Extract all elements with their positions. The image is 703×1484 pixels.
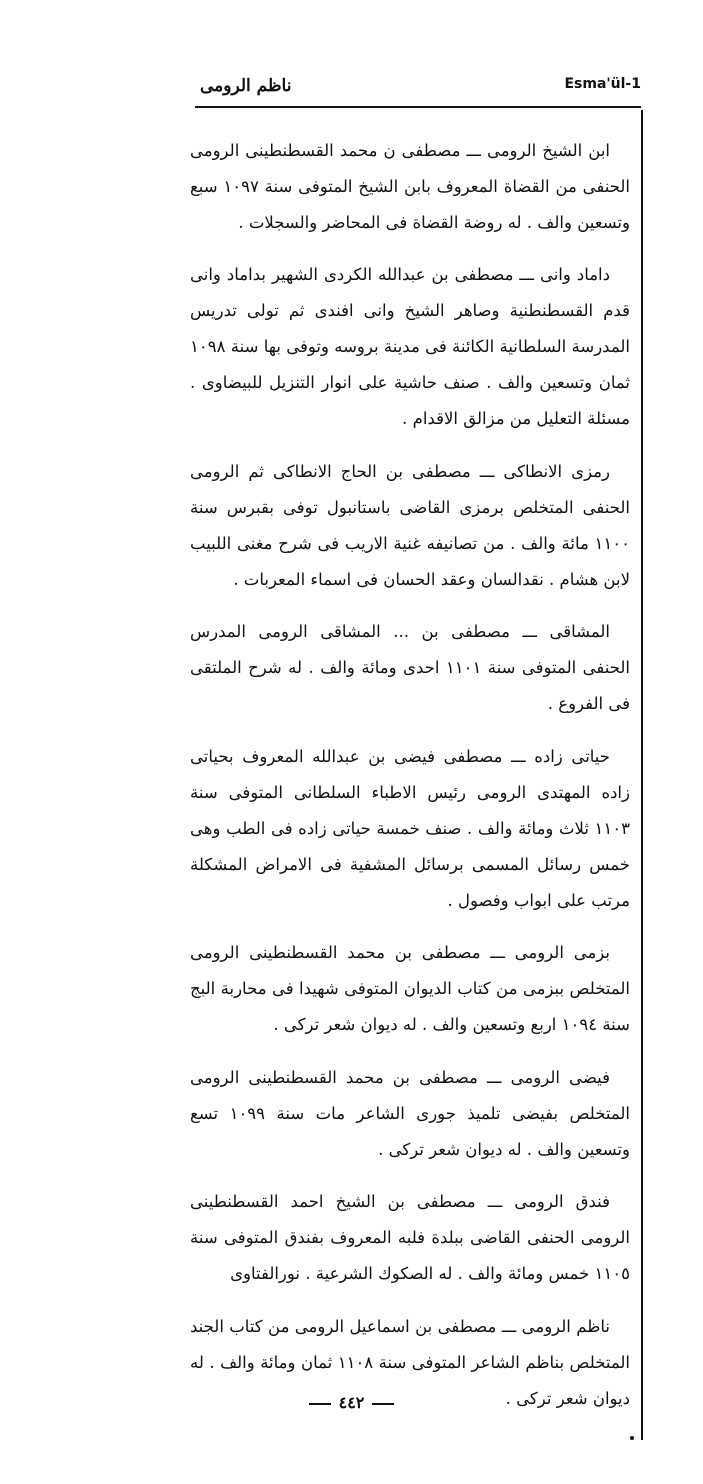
- entry-faydi: فیضی الرومی ـــ مصطفی بن محمد القسطنطینی الرومی المتخلص بفیضی تلميذ جوری الشاعر مات سنة ١٠٩٩ تسع وتسعين والف . له ديوان شعر تركی .: [190, 1067, 630, 1159]
- entry-funduq: فندق الرومی ـــ مصطفی بن الشيخ احمد القسطنطینی الرومی الحنفی القاضی ببلدة فلبه المعروف بفندق المتوفی سنة ١١٠٥ خمس ومائة والف . له الصكوك الشرعية . نورالفتاوی: [190, 1192, 630, 1283]
- dash-left: [372, 1403, 394, 1405]
- header-rule: [195, 106, 641, 108]
- entry-ramzi-antaki: رمزی الانطاكی ـــ مصطفی بن الحاج الانطاكی ثم الرومی الحنفی المتخلص برمزی القاضی باستانبول توفی بقبرس سنة ١١٠٠ مائة والف . من تصانيفه غنية الاريب فی شرح مغنی اللبيب لابن هشام . نقدالسان وعقد الحسان فی اسماء المعربات .: [190, 461, 630, 589]
- page-number: [0, 1393, 703, 1412]
- page-number-text: ٤٤٢: [338, 1393, 365, 1412]
- entry-mushaqi: المشاقی ـــ مصطفی بن ... المشاقی الرومی المدرس الحنفی المتوفی سنة ١١٠١ احدی ومائة والف . له شرح الملتقی فی الفروع .: [190, 622, 630, 713]
- entry-ibn-al-shaykh: ابن الشيخ الرومی ـــ مصطفی ن محمد القسطنطینی الرومی الحنفی من القضاة المعروف بابن الشيخ المتوفی سنة ١٠٩٧ سبع وتسعين والف . له روضة القضاة فی المحاضر والسجلات .: [190, 140, 630, 232]
- entry-bazmi: بزمی الرومی ـــ مصطفی بن محمد القسطنطینی الرومی المتخلص ببزمی من كتاب الديوان المتوفی شهيدا فی محاربة البج سنة ١٠٩٤ اربع وتسعين والف . له ديوان شعر تركی .: [190, 943, 630, 1034]
- corner-mark: [630, 1436, 634, 1440]
- catalog-label: Esma'ül-1: [564, 76, 641, 92]
- entry-hayati-zade: حیاتی زاده ـــ مصطفی فیضی بن عبدالله المعروف بحیاتی زاده المهتدی الرومی رئیس الاطباء السلطانی المتوفی سنة ١١٠٣ ثلاث ومائة والف . صنف خمسة حیاتی زاده فی الطب وهی خمس رسائل المسمی برسائل المشفية فی الامراض المشكلة مرتب علی ابواب وفصول .: [190, 746, 630, 910]
- margin-line: [641, 110, 643, 1440]
- running-title: ناظم الرومی: [200, 76, 292, 96]
- dash-right: [309, 1403, 331, 1405]
- entry-nazim: ناظم الرومی ـــ مصطفی بن اسماعیل الرومی من كتاب الجند المتخلص بناظم الشاعر المتوفی سنة ١١٠٨ ثمان ومائة والف . له ديوان شعر تركی .: [190, 1316, 630, 1408]
- entry-damad-vani: داماد وانی ـــ مصطفی بن عبدالله الكردی الشهیر بداماد وانی قدم القسطنطنیة وصاهر الشيخ وانی افندی ثم تولی تدريس المدرسة السلطانية الكائنة فی مدينة بروسه وتوفی بها سنة ١٠٩٨ ثمان وتسعين والف . صنف حاشية علی انوار التنزيل للبيضاوی . مسئلة التعليل من مزالق الاقدام .: [190, 265, 630, 428]
- page-body: [190, 116, 630, 1431]
